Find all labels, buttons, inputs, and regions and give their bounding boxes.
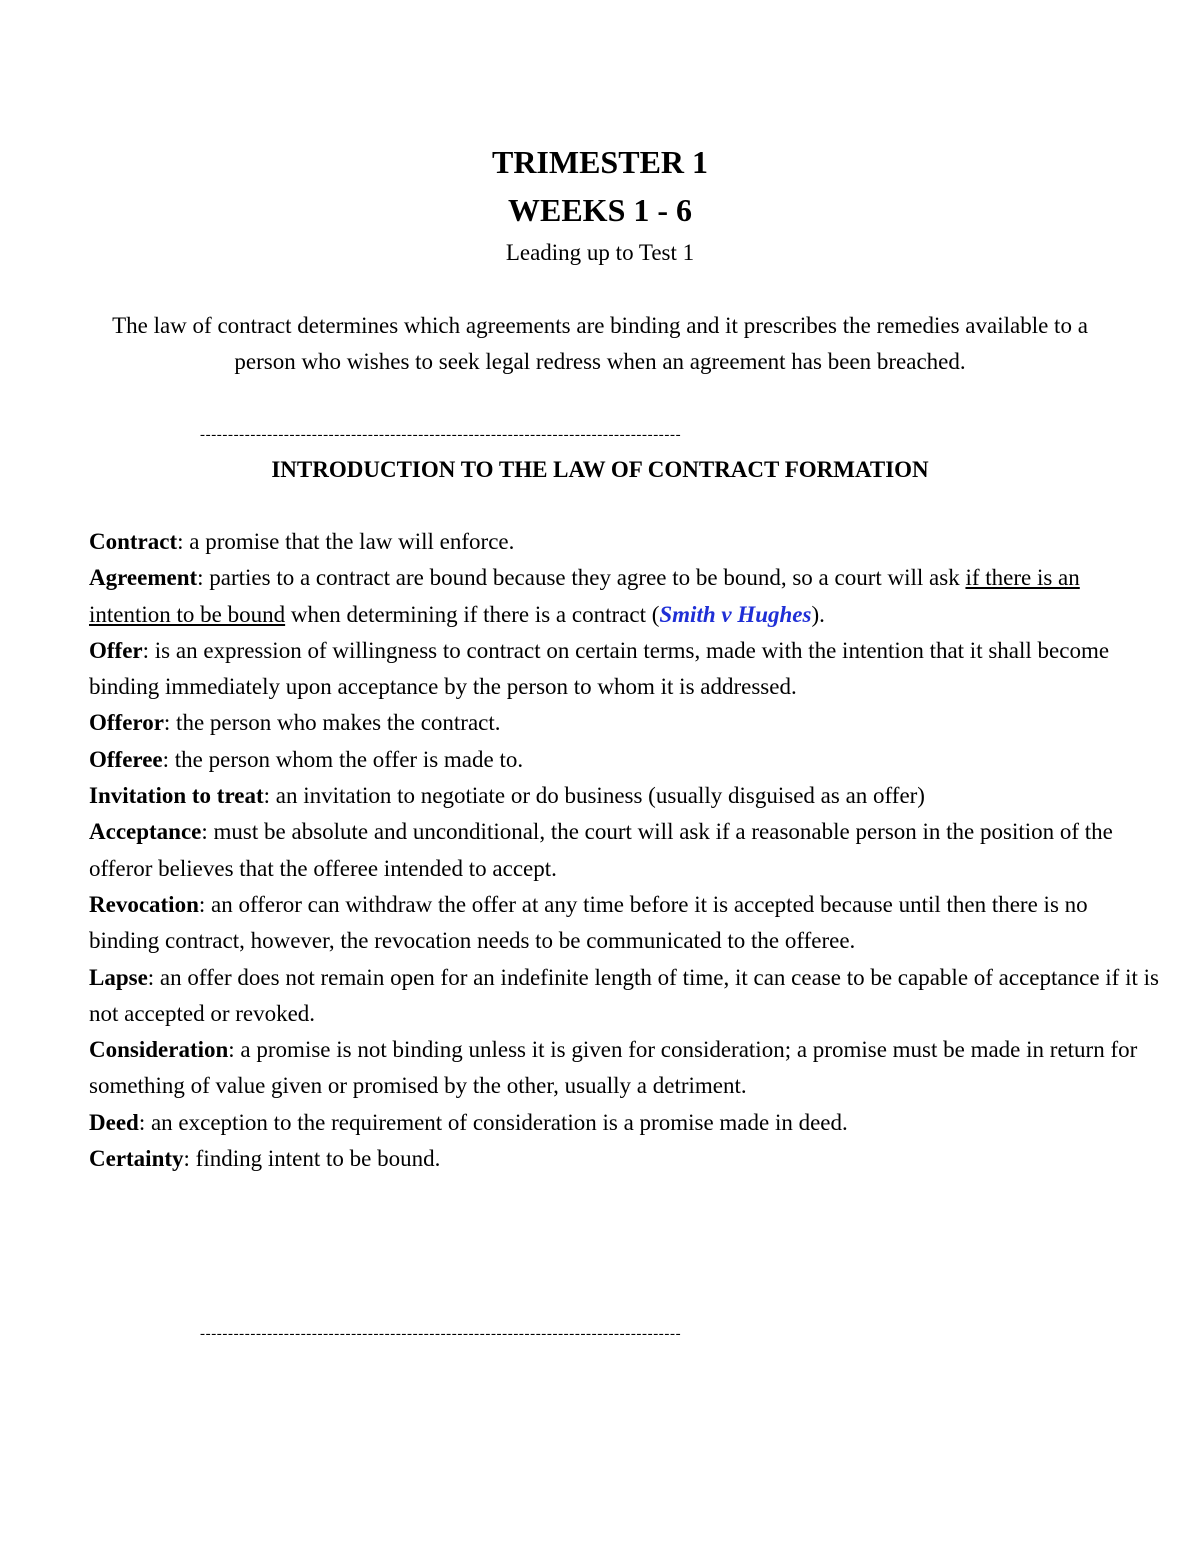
term-label: Offeror: [89, 710, 164, 736]
definition-offeror: [89, 705, 1159, 741]
definition-consideration: [89, 1032, 1159, 1105]
definition-lapse: [89, 960, 1159, 1033]
divider-bottom: --------------------------------------------------------------------------------------: [200, 1326, 682, 1342]
definition-text: : finding intent to be bound.: [183, 1146, 441, 1172]
definition-contract: [89, 524, 1159, 560]
term-label: Agreement: [89, 565, 198, 591]
title-weeks: WEEKS 1 - 6: [507, 192, 693, 228]
term-label: Deed: [89, 1109, 139, 1135]
definition-offeree: [89, 742, 1159, 778]
definition-text: : the person who makes the contract.: [163, 710, 501, 736]
term-label: Revocation: [89, 891, 199, 917]
term-label: Offeree: [89, 746, 163, 772]
term-label: Invitation to treat: [89, 783, 264, 809]
definition-text: : a promise that the law will enforce.: [177, 529, 515, 554]
definition-agreement: [89, 560, 1159, 633]
definition-text: : is an expression of willingness to contract on certain terms, made with the intention that it shall become binding immediately upon acceptance by the person to whom it is addressed.: [89, 637, 1110, 700]
definition-revocation: [89, 887, 1159, 960]
term-label: Acceptance: [89, 819, 202, 845]
definition-text: : parties to a contract are bound because they agree to be bound, so a court will ask: [197, 565, 966, 591]
definitions-list: [89, 524, 1159, 1177]
term-label: Certainty: [89, 1146, 184, 1172]
definition-text: : an exception to the requirement of consideration is a promise made in deed.: [138, 1109, 848, 1135]
definition-text: when determining if there is a contract (: [285, 601, 660, 627]
definition-deed: [89, 1105, 1159, 1141]
term-label: Contract: [89, 529, 178, 554]
definition-text: : an offer does not remain open for an indefinite length of time, it can cease to be capable of acceptance if it is not accepted or revoked.: [89, 964, 1159, 1026]
term-label: Offer: [89, 637, 143, 663]
divider-top: --------------------------------------------------------------------------------------: [200, 427, 682, 443]
subtitle: Leading up to Test 1: [505, 240, 695, 265]
term-label: Lapse: [89, 964, 148, 990]
definition-text: ).: [811, 601, 825, 627]
definition-text: : an offeror can withdraw the offer at any time before it is accepted because until then there is no binding contract, however, the revocation needs to be communicated to the offeree.: [89, 891, 1088, 954]
term-label: Consideration: [89, 1037, 229, 1063]
definition-acceptance: [89, 814, 1159, 887]
underlined-phrase: if there is an intention to be bound: [89, 565, 1080, 627]
case-reference-link[interactable]: Smith v Hughes: [659, 601, 812, 627]
title-trimester: TRIMESTER 1: [491, 144, 709, 180]
definition-certainty: [89, 1141, 1159, 1177]
section-heading: INTRODUCTION TO THE LAW OF CONTRACT FORMATION: [271, 457, 929, 482]
definition-offer: [89, 633, 1159, 706]
definition-text: : an invitation to negotiate or do business (usually disguised as an offer): [263, 783, 925, 809]
definition-invitation-to-treat: [89, 778, 1159, 814]
definition-text: : a promise is not binding unless it is given for consideration; a promise must be made in return for something of value given or promised by the other, usually a detriment.: [89, 1037, 1138, 1099]
definition-text: : must be absolute and unconditional, the court will ask if a reasonable person in the position of the offeror believes that the offeree intended to accept.: [89, 819, 1113, 881]
intro-paragraph: The law of contract determines which agreements are binding and it prescribes the remedies available to a person who wishes to seek legal redress when an agreement has been breached.: [112, 313, 1088, 374]
definition-text: : the person whom the offer is made to.: [162, 746, 524, 772]
